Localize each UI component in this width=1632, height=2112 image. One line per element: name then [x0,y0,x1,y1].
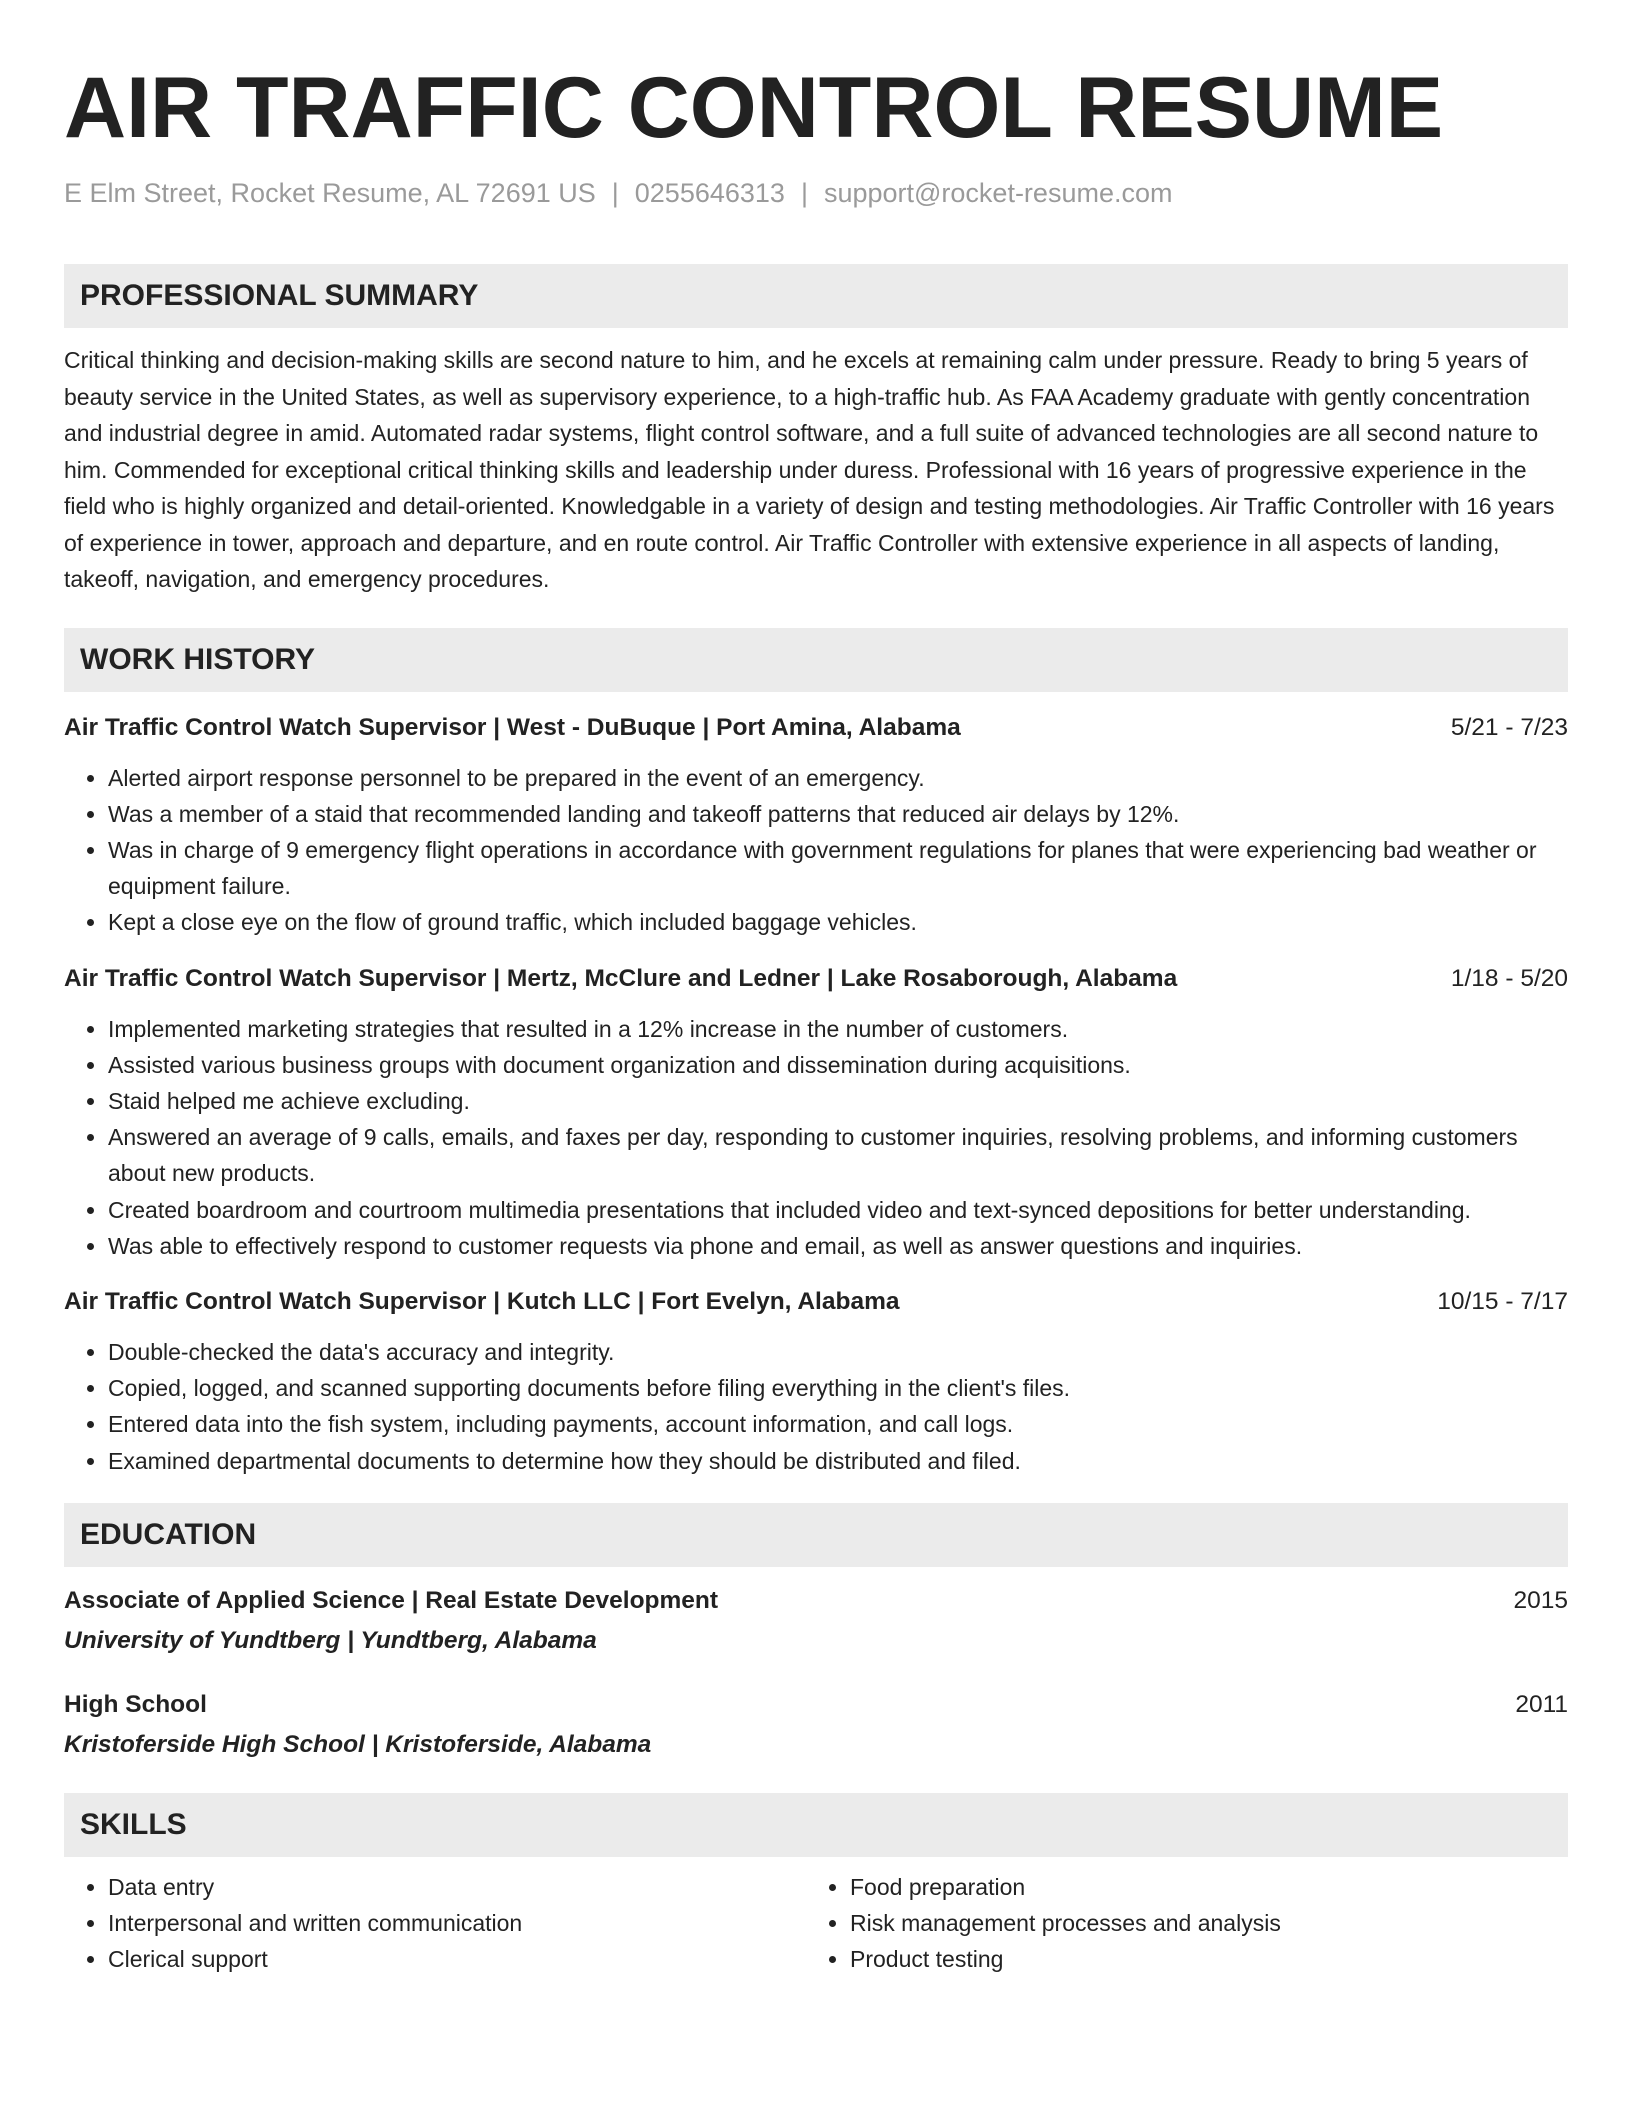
education-year: 2011 [1515,1690,1568,1718]
job-bullet: • Assisted various business groups with document organization and dissemination during acquisitions. [108,1047,1568,1083]
education-header [64,1687,1568,1723]
job-bullet: • Was able to effectively respond to customer requests via phone and email, as well as answer questions and inquiries. [108,1228,1568,1264]
job-title: Air Traffic Control Watch Supervisor | Mertz, McClure and Ledner | Lake Rosaborough, Alabama [64,964,1178,992]
job-header [64,710,1568,746]
contact-address: E Elm Street, Rocket Resume, AL 72691 US [64,178,596,208]
job-bullet: • Created boardroom and courtroom multimedia presentations that included video and text-synced depositions for better understanding. [108,1192,1568,1228]
education-entry [64,1687,1568,1763]
section-heading-work-history: WORK HISTORY [64,628,1568,692]
education-school: University of Yundtberg | Yundtberg, Alabama [64,1626,597,1654]
summary-paragraph: Critical thinking and decision-making skills are second nature to him, and he excels at remaining calm under pressure. Ready to bring 5 years of beauty service in the United States, as well as supervisory experience, to a high-traffic hub. As FAA Academy graduate with gently concentration and industrial degree in amid. Automated radar systems, flight control software, and a full suite of advanced technologies are all second nature to him. Commended for exceptional critical thinking skills and leadership under duress. Professional with 16 years of progressive experience in the field who is highly organized and detail-oriented. Knowledgable in a variety of design and testing methodologies. Air Traffic Controller with 16 years of experience in tower, approach and departure, and en route control. Air Traffic Controller with extensive experience in all aspects of landing, takeoff, navigation, and emergency procedures. [64,347,1555,592]
job-bullets [64,1011,1568,1264]
section-heading-summary: PROFESSIONAL SUMMARY [64,264,1568,328]
job-entry [64,710,1568,941]
job-bullet: • Examined departmental documents to determine how they should be distributed and filed. [108,1443,1568,1479]
contact-line [64,176,1568,210]
education-degree: High School [64,1690,207,1718]
job-entry [64,1284,1568,1479]
job-bullets [64,760,1568,941]
job-title: Air Traffic Control Watch Supervisor | West - DuBuque | Port Amina, Alabama [64,713,961,741]
job-bullet: • Entered data into the fish system, including payments, account information, and call logs. [108,1406,1568,1442]
job-bullet: • Implemented marketing strategies that resulted in a 12% increase in the number of customers. [108,1011,1568,1047]
section-heading-education: EDUCATION [64,1503,1568,1567]
education-entry [64,1583,1568,1659]
job-bullet: • Alerted airport response personnel to be prepared in the event of an emergency. [108,760,1568,796]
resume-page [64,0,1568,1977]
job-dates: 5/21 - 7/23 [1450,713,1568,741]
job-header [64,961,1568,997]
education-year: 2015 [1513,1586,1568,1614]
skill-item: • Product testing [850,1941,1548,1977]
skill-item: • Interpersonal and written communication [108,1905,806,1941]
job-bullets [64,1334,1568,1479]
resume-title: AIR TRAFFIC CONTROL RESUME [64,60,1444,156]
education-degree: Associate of Applied Science | Real Estate Development [64,1586,719,1614]
job-bullet: • Was a member of a staid that recommended landing and takeoff patterns that reduced air delays by 12%. [108,796,1568,832]
contact-email: support@rocket-resume.com [823,178,1173,208]
job-bullet: • Answered an average of 9 calls, emails, and faxes per day, responding to customer inquiries, resolving problems, and informing customers about new products. [108,1119,1568,1191]
job-header [64,1284,1568,1320]
job-bullet: • Double-checked the data's accuracy and integrity. [108,1334,1568,1370]
contact-separator: | [800,178,808,208]
job-bullet: • Kept a close eye on the flow of ground traffic, which included baggage vehicles. [108,904,1568,940]
job-dates: 10/15 - 7/17 [1437,1287,1568,1315]
job-dates: 1/18 - 5/20 [1450,964,1568,992]
job-bullet: • Was in charge of 9 emergency flight operations in accordance with government regulations for planes that were experiencing bad weather or equipment failure. [108,832,1568,904]
job-bullet: • Copied, logged, and scanned supporting documents before filing everything in the client's files. [108,1370,1568,1406]
skill-item: • Food preparation [850,1869,1548,1905]
job-bullet: • Staid helped me achieve excluding. [108,1083,1568,1119]
education-school: Kristoferside High School | Kristoferside, Alabama [64,1730,652,1758]
skill-item: • Risk management processes and analysis [850,1905,1548,1941]
skill-item: • Clerical support [108,1941,806,1977]
skill-item: • Data entry [108,1869,806,1905]
job-title: Air Traffic Control Watch Supervisor | Kutch LLC | Fort Evelyn, Alabama [64,1287,900,1315]
skills-column-right [806,1869,1548,1978]
skills-list [64,1869,1568,1978]
education-header [64,1583,1568,1619]
skills-column-left [64,1869,806,1978]
section-heading-skills: SKILLS [64,1793,1568,1857]
contact-phone: 0255646313 [634,178,785,208]
job-entry [64,961,1568,1264]
contact-separator: | [611,178,619,208]
